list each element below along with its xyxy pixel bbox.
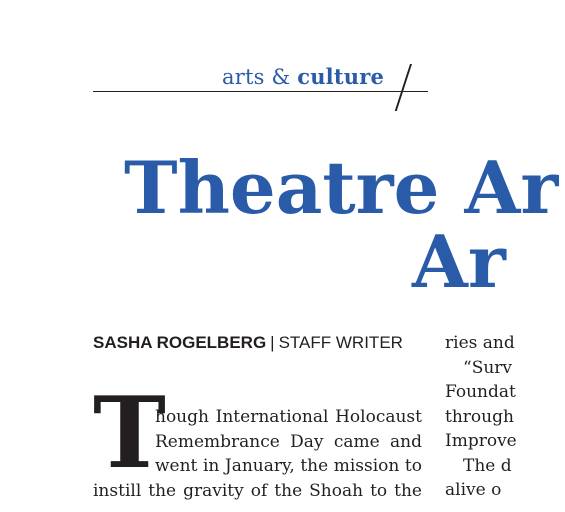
byline bbox=[93, 333, 403, 353]
article-line: The d bbox=[463, 455, 512, 476]
article-line: Improve bbox=[445, 431, 517, 451]
author-role: STAFF WRITER bbox=[278, 333, 403, 352]
byline-separator: | bbox=[270, 333, 275, 352]
section-label bbox=[222, 64, 384, 89]
article-column-2 bbox=[445, 331, 565, 503]
article-line: alive o bbox=[445, 480, 502, 500]
author-name: SASHA ROGELBERG bbox=[93, 333, 267, 352]
article-line: went in January, the mission to bbox=[155, 456, 422, 476]
drop-cap: T bbox=[93, 376, 166, 491]
article-line: Foundat bbox=[445, 382, 516, 402]
article-line: instill the gravity of the Shoah to the bbox=[93, 480, 422, 501]
headline-line-2: Ar bbox=[412, 219, 506, 304]
section-rule bbox=[93, 91, 428, 92]
article-line: ries and bbox=[445, 333, 515, 353]
article-line: through bbox=[445, 406, 514, 427]
section-name: culture bbox=[297, 64, 385, 89]
article-line: hough International Holocaust bbox=[155, 407, 422, 427]
headline-line-1: Theatre Ar bbox=[124, 145, 559, 230]
article-line: “Surv bbox=[463, 357, 513, 378]
section-slash-divider bbox=[395, 64, 412, 111]
section-prefix: arts & bbox=[222, 65, 298, 89]
article-column-1 bbox=[93, 405, 422, 503]
article-line: Remembrance Day came and bbox=[155, 431, 422, 452]
